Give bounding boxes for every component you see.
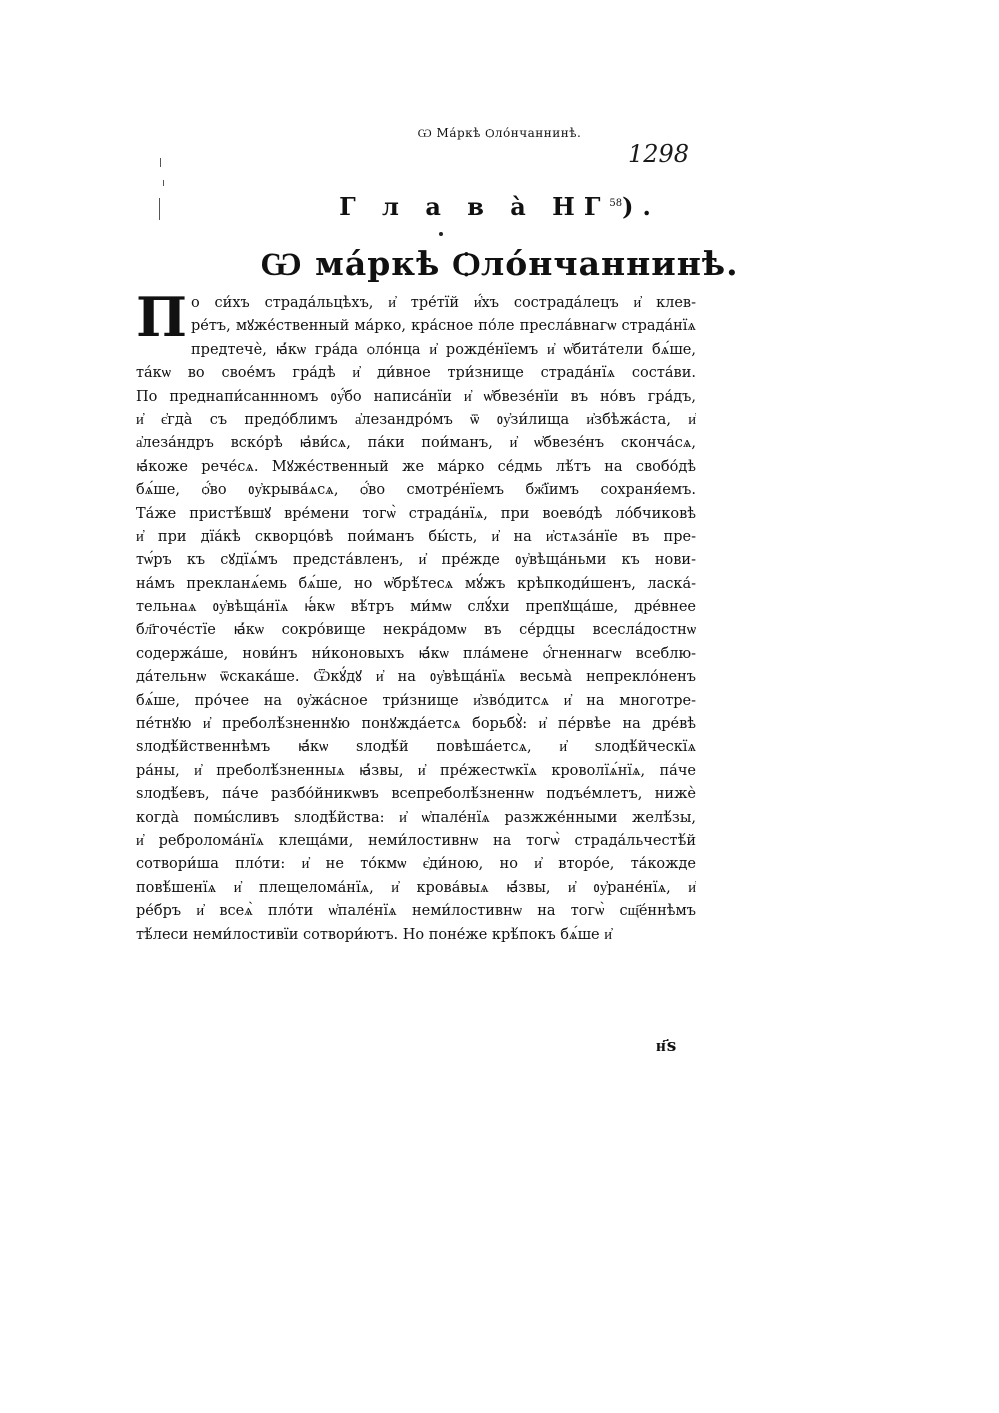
text-line: Та́же пристѣ́вшꙋ вре́мени тогѡ̀ страда́нїѧ, при воево́дѣ ло́бчиковѣ (136, 505, 696, 522)
text-line: сотвори́ша пло́ти: и҆ не то́кмѡ є҆ди́ною, но и҆ второ́е, та́кожде (136, 856, 696, 873)
chapter-number: НГ (552, 192, 610, 221)
text-line: и҆ є҆гда̀ съ предо́блимъ а҆лезандро́мъ ѿ ᲂу҆зи́лища и҆збѣжа́ста, и҆ (136, 411, 696, 428)
text-line: тѡ́ръ къ сꙋдїѧ́мъ предста́вленъ, и҆ пре́жде ᲂу҆вѣща́ньми къ нови- (136, 552, 696, 569)
heading-dot (439, 232, 443, 236)
text-line: содержа́ше, нови́нъ ни́коновыхъ ꙗ҆́кѡ пла́мене ѻ҆́гненнагѡ всеблю- (136, 645, 696, 662)
text-line: ре́тъ, мꙋже́ственный ма́рко, кра́сное по́ле пресла́внагѡ страда́нїѧ (191, 318, 696, 335)
footnote-ref: 58 (609, 198, 623, 209)
text-line: тѣ́леси неми́лостивїи сотвори́ютъ. Но поне́же крѣ́покъ бѧ́ше и҆ (136, 926, 613, 943)
margin-mark (160, 158, 161, 167)
text-line: ра́ны, и҆ преболѣ́зненныѧ ꙗ҆́звы, и҆ пре́жестѡкїѧ кроволїѧ́нїѧ, па́че (136, 762, 696, 779)
text-line: бл҃гоче́стїе ꙗ҆́кѡ сокро́вище некра́домѡ въ се́рдцы всесла́достнѡ (136, 622, 696, 639)
text-line: и҆ при дїа́кѣ скворцо́вѣ пои́манъ бы́сть, и҆ на и҆стѧза́нїе въ пре- (136, 528, 696, 545)
text-line: ре́бръ и҆ всеѧ̀ пло́ти ѡ҆пале́нїѧ неми́лостивнѡ на тогѡ̀ сщ҃е́ннѣмъ (136, 903, 696, 920)
text-line: бѧ́ше, ѻ҆́во ᲂу҆крыва́ѧсѧ, ѻ҆́во смотре́нїемъ бж҃їимъ сохраня́емъ. (136, 482, 696, 499)
chapter-label: Г л а в а̀ (339, 192, 535, 221)
text-line: о си́хъ страда́льцѣхъ, и҆ тре́тїй и҆́хъ сострада́лецъ и҆ клев- (191, 295, 696, 311)
text-line: бѧ́ше, про́чее на ᲂу҆жа́сное три́знище и҆зво́дитсѧ и҆ на многотре- (136, 692, 696, 709)
text-line: а҆леза́ндръ вско́рѣ ꙗ҆ви́сѧ, па́ки пои́манъ, и҆ ѡ҆бвезе́нъ сконча́сѧ, (136, 435, 696, 452)
text-line: повѣ́шенїѧ и҆ плещелома́нїѧ, и҆ крова́выѧ ꙗ҆́звы, и҆ ᲂу҆ране́нїѧ, и҆ (136, 879, 696, 896)
text-line: ѕлодѣ́йственнѣмъ ꙗ҆́кѡ ѕлодѣ́й повѣша́етсѧ, и҆ ѕлодѣ́йческїѧ (136, 739, 696, 756)
chapter-heading (0, 192, 999, 221)
text-line: По преднапи́саннномъ ᲂу҆́бо написа́нїи и҆ ѡ҆бвезе́нїи въ но́въ гра́дъ, (136, 388, 696, 405)
text-line: и҆ ребролома́нїѧ клеща́ми, неми́лостивнѡ на тогѡ̀ страда́льчестѣ́й (136, 832, 696, 849)
text-line: на́мъ прекланѧ́емь бѧ́ше, но ѡ҆брѣ́тесѧ мꙋ́жъ крѣпкоди́шенъ, ласка́- (136, 575, 696, 592)
chapter-close: ). (622, 192, 660, 221)
text-line: да́тельнѡ ѿскака́ше. Ѿкꙋ́дꙋ и҆ на ᲂу҆вѣща́нїѧ весьма̀ непрекло́ненъ (136, 669, 696, 686)
drop-cap-initial: П (136, 285, 187, 349)
running-head: Ѡ Ма́ркѣ Ѻло́нчаннинѣ. (417, 126, 582, 140)
page-number: 1298 (628, 140, 690, 168)
text-line: когда̀ помы́сливъ ѕлодѣ́йства: и҆ ѡ҆пале́нїѧ разжже́нными желѣ́зы, (136, 809, 696, 826)
margin-mark (163, 180, 164, 186)
text-line: предтечѐ, ꙗ҆́кѡ гра́да ѻло́нца и҆ рожде́нїемъ и҆ ѡ҆бита́тели бѧ́ше, (191, 341, 696, 358)
text-line: та́кѡ во свое́мъ гра́дѣ и҆ ди́вное три́знище страда́нїѧ соста́ви. (136, 365, 696, 382)
catchword: н҃ѕ (656, 1036, 678, 1056)
chapter-title: Ѡ ма́ркѣ Ѻло́нчаннинѣ. (260, 244, 739, 283)
text-line: тельнаѧ ᲂу҆вѣща́нїѧ ꙗ҆́кѡ вѣ́тръ ми́мѡ слꙋ́хи препꙋща́ше, дре́внее (136, 599, 696, 616)
body-text (136, 285, 696, 947)
text-line: ꙗ҆́коже рече́сѧ. Мꙋже́ственный же ма́рко се́дмь лѣ́тъ на свобо́дѣ (136, 458, 696, 475)
text-line: ѕлодѣ́евъ, па́че разбо́йникѡвъ всепреболѣ́зненнѡ подъе́млетъ, нижѐ (136, 786, 696, 803)
text-line: пе́тнꙋю и҆ преболѣ́зненнꙋю понꙋжда́етсѧ борьбꙋ̀: и҆ пе́рвѣе на дре́вѣ (136, 716, 696, 733)
